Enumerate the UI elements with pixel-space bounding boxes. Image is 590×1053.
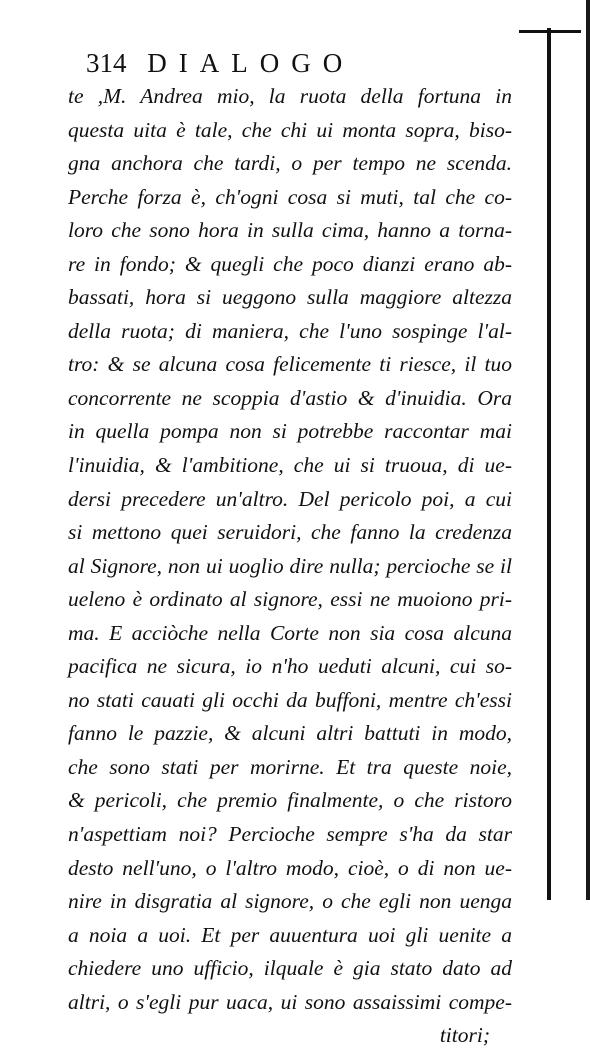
text-line: concorrente ne scoppia d'astio & d'inuidia. Ora [68, 385, 512, 410]
text-line: ma. E acciòche nella Corte non sia cosa alcuna [68, 620, 512, 645]
page-number: 314 [86, 48, 127, 78]
text-line: no stati cauati gli occhi da buffoni, mentre ch'essi [68, 687, 512, 712]
text-line: re in fondo; & quegli che poco dianzi erano ab- [68, 251, 512, 276]
text-line: questa uita è tale, che chi ui monta sopra, biso- [68, 117, 512, 142]
page-edge-rule [547, 28, 551, 900]
text-line: n'aspettiam noi? Percioche sempre s'ha da star [68, 822, 512, 847]
catchword: titori; [439, 1023, 490, 1048]
text-line: & pericoli, che premio finalmente, o che ristoro [68, 788, 512, 813]
text-line: nire in disgratia al signore, o che egli non uenga [68, 889, 512, 914]
scan-edge-shadow [586, 0, 590, 900]
text-line: che sono stati per morirne. Et tra queste noie, [68, 754, 512, 779]
running-title: DIALOGO [147, 48, 355, 78]
text-line: dersi precedere un'altro. Del pericolo poi, a cui [68, 486, 512, 511]
text-line: loro che sono hora in sulla cima, hanno a torna- [68, 218, 512, 243]
text-line: ueleno è ordinato al signore, essi ne muoiono pri- [68, 587, 512, 612]
text-line: tro: & se alcuna cosa felicemente ti riesce, il tuo [68, 352, 512, 377]
text-line: desto nell'uno, o l'altro modo, cioè, o di non ue- [68, 855, 512, 880]
text-line: al Signore, non ui uoglio dire nulla; percioche se il [68, 553, 512, 578]
text-line: altri, o s'egli pur uaca, ui sono assaissimi compe- [68, 989, 512, 1014]
text-line: si mettono quei seruidori, che fanno la credenza [68, 520, 512, 545]
text-line: bassati, hora si ueggono sulla maggiore altezza [68, 285, 512, 310]
text-line: a noia a uoi. Et per auuentura uoi gli uenite a [68, 922, 512, 947]
text-line: pacifica ne sicura, io n'ho ueduti alcuni, cui so- [68, 654, 512, 679]
page-header [86, 44, 526, 82]
text-line: Perche forza è, ch'ogni cosa si muti, tal che co- [68, 184, 512, 209]
text-line: gna anchora che tardi, o per tempo ne scenda. [68, 151, 512, 176]
text-line: della ruota; di maniera, che l'uno sospinge l'al- [68, 318, 512, 343]
text-line: l'inuidia, & l'ambitione, che ui si truoua, di ue- [68, 453, 512, 478]
text-line: te ,M. Andrea mio, la ruota della fortuna in [68, 84, 512, 108]
text-line: chiedere uno ufficio, ilquale è gia stato dato ad [68, 956, 512, 981]
text-line: fanno le pazzie, & alcuni altri battuti in modo, [68, 721, 512, 746]
text-line: in quella pompa non si potrebbe raccontar mai [68, 419, 512, 444]
body-text [68, 80, 512, 1053]
